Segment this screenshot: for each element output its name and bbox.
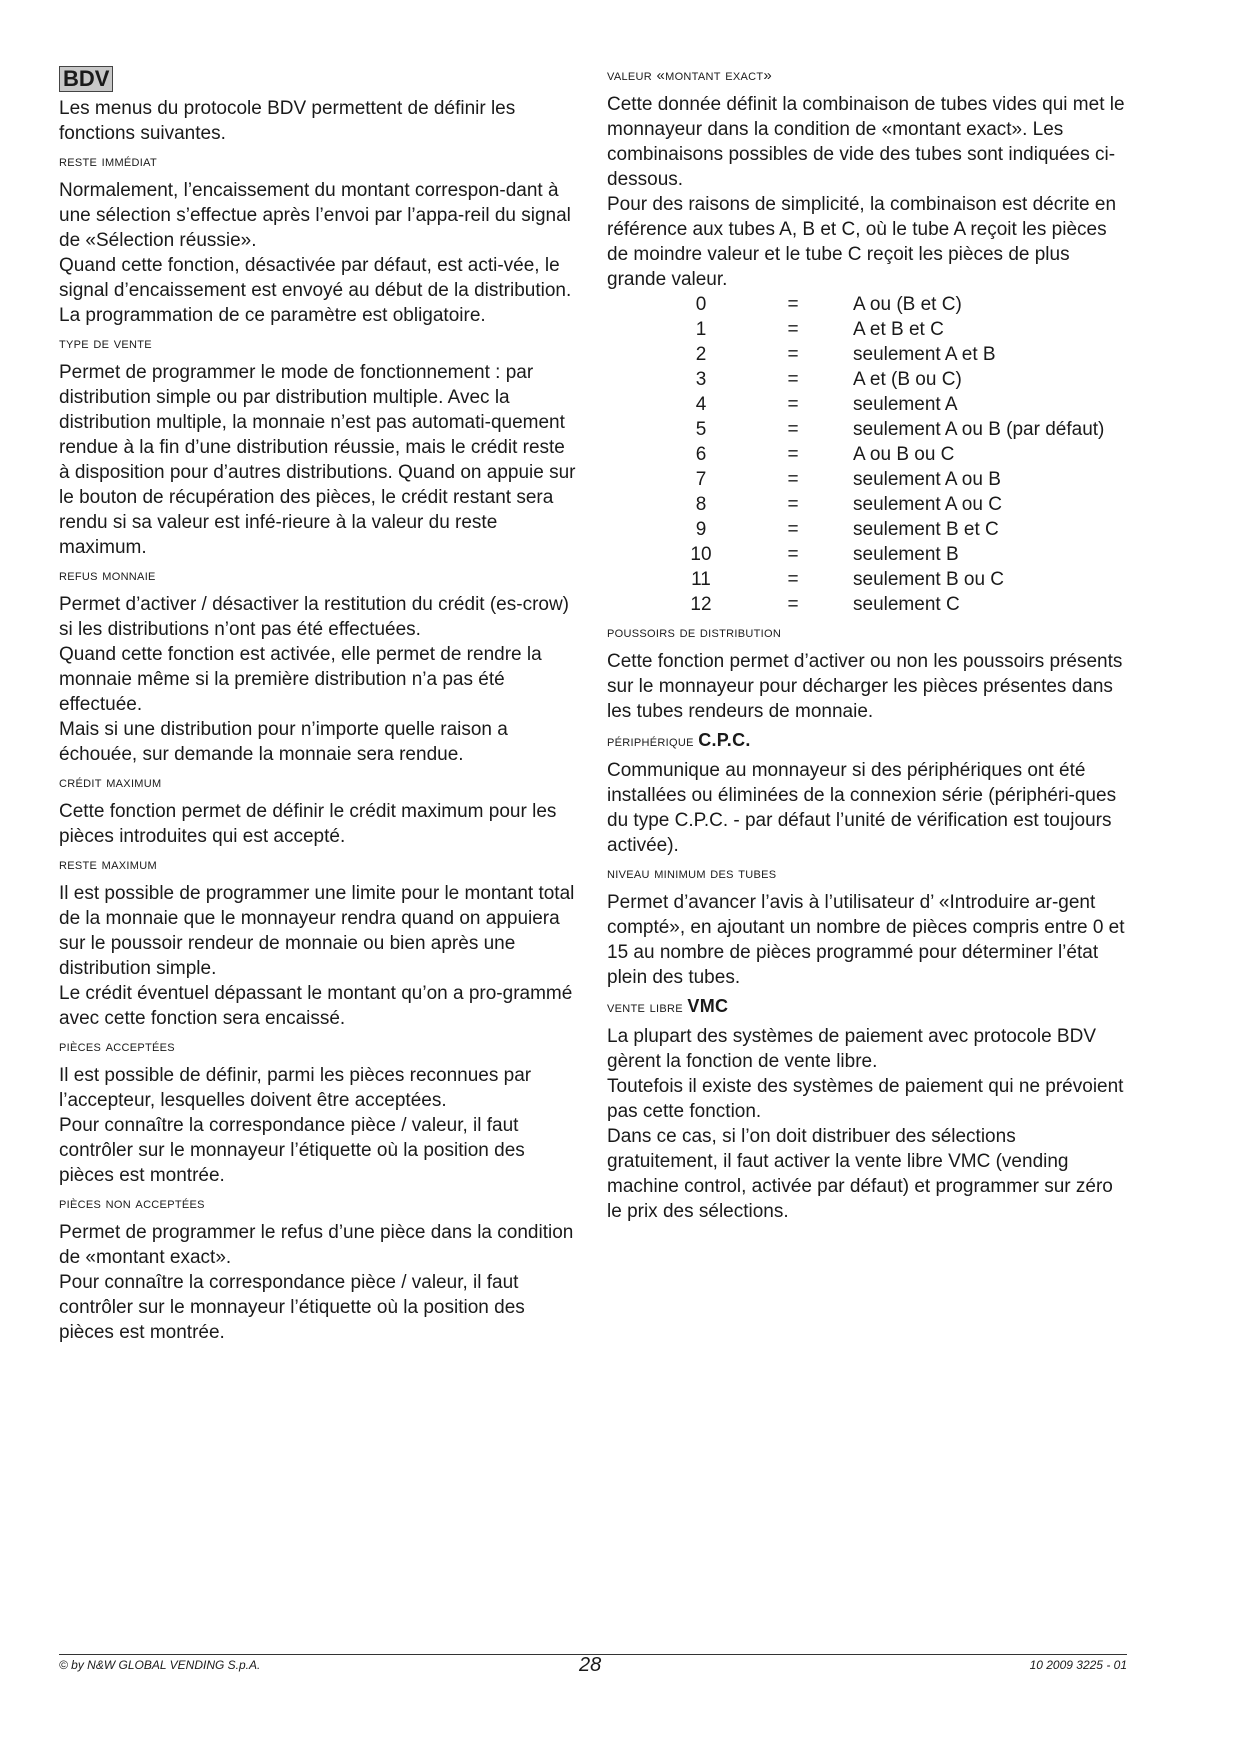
combination-text: seulement A ou B bbox=[853, 469, 1001, 490]
paragraph: Permet de programmer le mode de fonctionnement : par distribution simple ou par distribution multiple. Avec la distribution multiple, la monnaie n’est pas automati-quement rendue à la fin d’une distribution réussie, mais le crédit reste à disposition pour d’autres distributions. Quand on appuie sur le bouton de récupération des pièces, le crédit restant sera rendu si sa valeur est infé-rieure à la valeur du reste maximum. bbox=[59, 362, 576, 558]
paragraph: Quand cette fonction, désactivée par défaut, est acti-vée, le signal d’encaissement est envoyé au début de la distribution. La programmation de ce paramètre est obligatoire. bbox=[59, 255, 572, 326]
table-row bbox=[681, 492, 1127, 517]
combination-text: seulement A ou B (par défaut) bbox=[853, 419, 1105, 440]
combination-number: 8 bbox=[695, 494, 707, 515]
section-heading: pièces non acceptées bbox=[59, 1195, 205, 1212]
table-row bbox=[681, 367, 1127, 392]
combination-number: 0 bbox=[695, 294, 707, 315]
footer-reference: 10 2009 3225 - 01 bbox=[1029, 1658, 1127, 1672]
combination-text: seulement B ou C bbox=[853, 569, 1005, 590]
equals-sign: = bbox=[787, 469, 799, 490]
section-heading: reste maximum bbox=[59, 856, 157, 873]
paragraph: Communique au monnayeur si des périphériques ont été installées ou éliminées de la connexion série (périphéri-ques du type C.P.C. - par défaut l’unité de vérification est toujours activée). bbox=[607, 760, 1117, 856]
combination-number: 10 bbox=[690, 544, 712, 565]
paragraph: Il est possible de définir, parmi les pièces reconnues par l’accepteur, lesquelles doivent être acceptées. bbox=[59, 1065, 532, 1111]
paragraph: Dans ce cas, si l’on doit distribuer des sélections gratuitement, il faut activer la vente libre VMC (vending machine control, activée par défaut) et programmer sur zéro le prix des sélections. bbox=[607, 1126, 1113, 1222]
paragraph: Toutefois il existe des systèmes de paiement qui ne prévoient pas cette fonction. bbox=[607, 1076, 1124, 1122]
section-reste-immediat bbox=[59, 152, 579, 328]
heading-text: périphérique bbox=[607, 733, 694, 750]
section-reste-maximum bbox=[59, 855, 579, 1031]
table-row bbox=[681, 392, 1127, 417]
combination-number: 5 bbox=[695, 419, 707, 440]
equals-sign: = bbox=[787, 344, 799, 365]
paragraph: La plupart des systèmes de paiement avec protocole BDV gèrent la fonction de vente libre. bbox=[607, 1026, 1096, 1072]
paragraph: Permet de programmer le refus d’une pièce dans la condition de «montant exact». bbox=[59, 1222, 574, 1268]
equals-sign: = bbox=[787, 569, 799, 590]
table-row bbox=[681, 517, 1127, 542]
table-row bbox=[681, 317, 1127, 342]
section-heading bbox=[607, 996, 1127, 1018]
section-heading: niveau minimum des tubes bbox=[607, 865, 777, 882]
heading-suffix: VMC bbox=[687, 996, 729, 1016]
equals-sign: = bbox=[787, 544, 799, 565]
equals-sign: = bbox=[787, 369, 799, 390]
equals-sign: = bbox=[787, 594, 799, 615]
paragraph: Mais si une distribution pour n’importe quelle raison a échouée, sur demande la monnaie sera rendue. bbox=[59, 719, 508, 765]
combination-text: seulement A bbox=[853, 394, 958, 415]
combination-number: 11 bbox=[691, 569, 711, 590]
footer-copyright: © by N&W GLOBAL VENDING S.p.A. bbox=[59, 1658, 261, 1672]
combination-text: A et (B ou C) bbox=[853, 369, 962, 390]
section-refus-monnaie bbox=[59, 566, 579, 767]
combination-number: 3 bbox=[695, 369, 707, 390]
combination-text: seulement B bbox=[853, 544, 959, 565]
combination-text: A et B et C bbox=[853, 319, 944, 340]
paragraph: Cette fonction permet de définir le crédit maximum pour les pièces introduites qui est accepté. bbox=[59, 801, 557, 847]
section-credit-maximum bbox=[59, 773, 579, 849]
page-number: 28 bbox=[579, 1654, 602, 1676]
section-valeur-montant-exact bbox=[607, 66, 1127, 617]
combination-number: 7 bbox=[695, 469, 707, 490]
combination-number: 9 bbox=[695, 519, 707, 540]
left-column bbox=[59, 66, 579, 1345]
combination-text: A ou B ou C bbox=[853, 444, 955, 465]
section-poussoirs bbox=[607, 623, 1127, 724]
table-row bbox=[681, 542, 1127, 567]
table-row bbox=[681, 292, 1127, 317]
equals-sign: = bbox=[787, 519, 799, 540]
equals-sign: = bbox=[787, 294, 799, 315]
combination-text: seulement C bbox=[853, 594, 960, 615]
paragraph: Pour des raisons de simplicité, la combinaison est décrite en référence aux tubes A, B et C, où le tube A reçoit les pièces de moindre valeur et le tube C reçoit les pièces de plus grande valeur. bbox=[607, 194, 1117, 290]
equals-sign: = bbox=[787, 494, 799, 515]
heading-suffix: C.P.C. bbox=[698, 730, 751, 750]
equals-sign: = bbox=[787, 419, 799, 440]
paragraph: Pour connaître la correspondance pièce / valeur, il faut contrôler sur le monnayeur l’étiquette où la position des pièces est montrée. bbox=[59, 1272, 525, 1343]
combination-number: 2 bbox=[695, 344, 707, 365]
section-heading: refus monnaie bbox=[59, 567, 156, 584]
paragraph: Il est possible de programmer une limite pour le montant total de la monnaie que le monnayeur rendra quand on appuiera sur le poussoir rendeur de monnaie ou bien après une distribution simple. bbox=[59, 883, 575, 979]
combination-number: 4 bbox=[695, 394, 707, 415]
combination-table bbox=[681, 292, 1127, 617]
table-row bbox=[681, 467, 1127, 492]
combination-text: A ou (B et C) bbox=[853, 294, 962, 315]
paragraph: Cette fonction permet d’activer ou non les poussoirs présents sur le monnayeur pour décharger les pièces présentes dans les tubes rendeurs de monnaie. bbox=[607, 651, 1123, 722]
table-row bbox=[681, 417, 1127, 442]
paragraph: Cette donnée définit la combinaison de tubes vides qui met le monnayeur dans la condition de «montant exact». Les combinaisons possibles de vide des tubes sont indiquées ci-dessous. bbox=[607, 94, 1125, 190]
paragraph: Normalement, l’encaissement du montant correspon-dant à une sélection s’effectue après l’envoi par l’appa-reil du signal de «Sélection réussie». bbox=[59, 180, 571, 251]
section-pieces-acceptees bbox=[59, 1037, 579, 1188]
section-heading: crédit maximum bbox=[59, 774, 162, 791]
section-niveau-minimum bbox=[607, 864, 1127, 990]
equals-sign: = bbox=[787, 394, 799, 415]
section-pieces-non-acceptees bbox=[59, 1194, 579, 1345]
table-row bbox=[681, 592, 1127, 617]
section-heading: valeur «montant exact» bbox=[607, 67, 773, 84]
combination-number: 12 bbox=[690, 594, 712, 615]
section-heading: poussoirs de distribution bbox=[607, 624, 782, 641]
table-row bbox=[681, 567, 1127, 592]
section-heading: pièces acceptées bbox=[59, 1038, 175, 1055]
section-title: BDV bbox=[59, 66, 113, 92]
combination-text: seulement A ou C bbox=[853, 494, 1002, 515]
table-row bbox=[681, 342, 1127, 367]
paragraph: Le crédit éventuel dépassant le montant qu’on a pro-grammé avec cette fonction sera encaissé. bbox=[59, 983, 573, 1029]
equals-sign: = bbox=[787, 444, 799, 465]
paragraph: Quand cette fonction est activée, elle permet de rendre la monnaie même si la première distribution n’a pas été effectuée. bbox=[59, 644, 542, 715]
section-type-de-vente bbox=[59, 334, 579, 560]
right-column bbox=[607, 66, 1127, 1224]
equals-sign: = bbox=[787, 319, 799, 340]
intro-text: Les menus du protocole BDV permettent de définir les fonctions suivantes. bbox=[59, 98, 516, 144]
section-heading: type de vente bbox=[59, 335, 152, 352]
heading-text: vente libre bbox=[607, 999, 683, 1016]
table-row bbox=[681, 442, 1127, 467]
combination-text: seulement B et C bbox=[853, 519, 999, 540]
paragraph: Permet d’activer / désactiver la restitution du crédit (es-crow) si les distributions n’ont pas été effectuées. bbox=[59, 594, 570, 640]
section-peripherique bbox=[607, 730, 1127, 858]
section-heading: reste immédiat bbox=[59, 153, 158, 170]
combination-text: seulement A et B bbox=[853, 344, 996, 365]
combination-number: 1 bbox=[695, 319, 707, 340]
combination-number: 6 bbox=[695, 444, 707, 465]
section-vente-libre bbox=[607, 996, 1127, 1224]
paragraph: Pour connaître la correspondance pièce / valeur, il faut contrôler sur le monnayeur l’étiquette où la position des pièces est montrée. bbox=[59, 1115, 525, 1186]
paragraph: Permet d’avancer l’avis à l’utilisateur d’ «Introduire ar-gent compté», en ajoutant un nombre de pièces compris entre 0 et 15 au nombre de pièces programmé pour déterminer l’état plein des tubes. bbox=[607, 892, 1125, 988]
section-heading bbox=[607, 730, 1127, 752]
